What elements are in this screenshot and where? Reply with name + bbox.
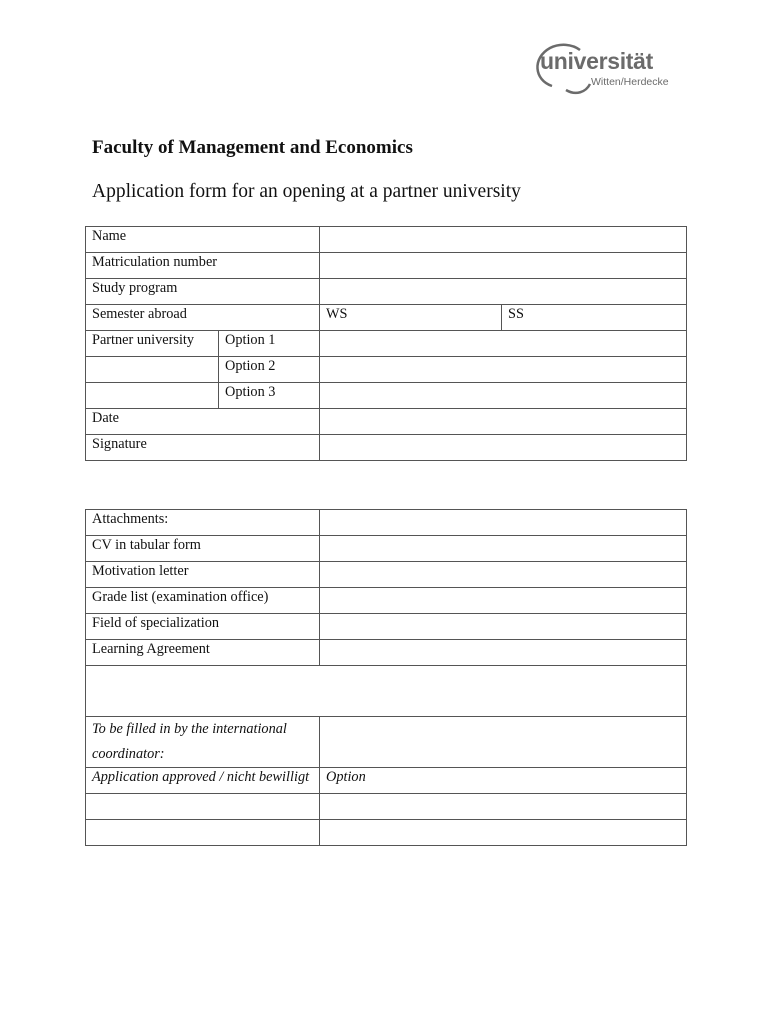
faculty-title: Faculty of Management and Economics [92, 137, 413, 158]
option3-label: Option 3 [219, 383, 320, 409]
matriculation-label: Matriculation number [86, 253, 320, 279]
specialization-field[interactable] [320, 614, 687, 640]
name-field[interactable] [320, 227, 687, 253]
attachments-header: Attachments: [86, 510, 320, 536]
partner-university-label: Partner university [86, 331, 219, 357]
application-table [85, 226, 687, 461]
date-field[interactable] [320, 409, 687, 435]
signature-label: Signature [86, 435, 320, 461]
table-row [86, 227, 687, 253]
approval-option-field[interactable]: Option [320, 768, 687, 794]
table-row [86, 409, 687, 435]
coordinator-note: To be filled in by the international coordinator: [86, 717, 320, 768]
option3-field[interactable] [320, 383, 687, 409]
grades-label: Grade list (examination office) [86, 588, 320, 614]
table-row [86, 820, 687, 846]
grades-field[interactable] [320, 588, 687, 614]
matriculation-field[interactable] [320, 253, 687, 279]
option1-field[interactable] [320, 331, 687, 357]
cv-label: CV in tabular form [86, 536, 320, 562]
table-row [86, 794, 687, 820]
date-label: Date [86, 409, 320, 435]
option2-label: Option 2 [219, 357, 320, 383]
form-title: Application form for an opening at a partner university [92, 181, 521, 202]
table-row [86, 614, 687, 640]
blank-field-cell[interactable] [320, 820, 687, 846]
table-row [86, 536, 687, 562]
blank-label-cell [86, 820, 320, 846]
approval-label: Application approved / nicht bewilligt [86, 768, 320, 794]
table-row [86, 588, 687, 614]
table-row [86, 331, 687, 357]
table-row [86, 666, 687, 717]
option2-field[interactable] [320, 357, 687, 383]
table-row [86, 768, 687, 794]
empty-cell [86, 383, 219, 409]
logo-brand-text: universität [540, 48, 654, 74]
learning-agreement-field[interactable] [320, 640, 687, 666]
signature-field[interactable] [320, 435, 687, 461]
name-label: Name [86, 227, 320, 253]
study-program-field[interactable] [320, 279, 687, 305]
motivation-label: Motivation letter [86, 562, 320, 588]
logo-sub-text: Witten/Herdecke [591, 76, 669, 88]
table-row [86, 279, 687, 305]
coordinator-field[interactable] [320, 717, 687, 768]
specialization-label: Field of specialization [86, 614, 320, 640]
table-row [86, 640, 687, 666]
option1-label: Option 1 [219, 331, 320, 357]
blank-label-cell [86, 794, 320, 820]
empty-cell [86, 357, 219, 383]
table-row [86, 435, 687, 461]
university-logo [530, 40, 680, 98]
learning-agreement-label: Learning Agreement [86, 640, 320, 666]
study-program-label: Study program [86, 279, 320, 305]
ss-field[interactable]: SS [502, 305, 687, 331]
table-row [86, 383, 687, 409]
blank-field-cell[interactable] [320, 794, 687, 820]
motivation-field[interactable] [320, 562, 687, 588]
cv-field[interactable] [320, 536, 687, 562]
attachments-field [320, 510, 687, 536]
spacer-row [86, 666, 687, 717]
semester-abroad-label: Semester abroad [86, 305, 320, 331]
table-row [86, 717, 687, 768]
table-row [86, 253, 687, 279]
table-row [86, 305, 687, 331]
table-row [86, 510, 687, 536]
table-row [86, 562, 687, 588]
attachments-table [85, 509, 687, 846]
ws-field[interactable]: WS [320, 305, 502, 331]
table-row [86, 357, 687, 383]
